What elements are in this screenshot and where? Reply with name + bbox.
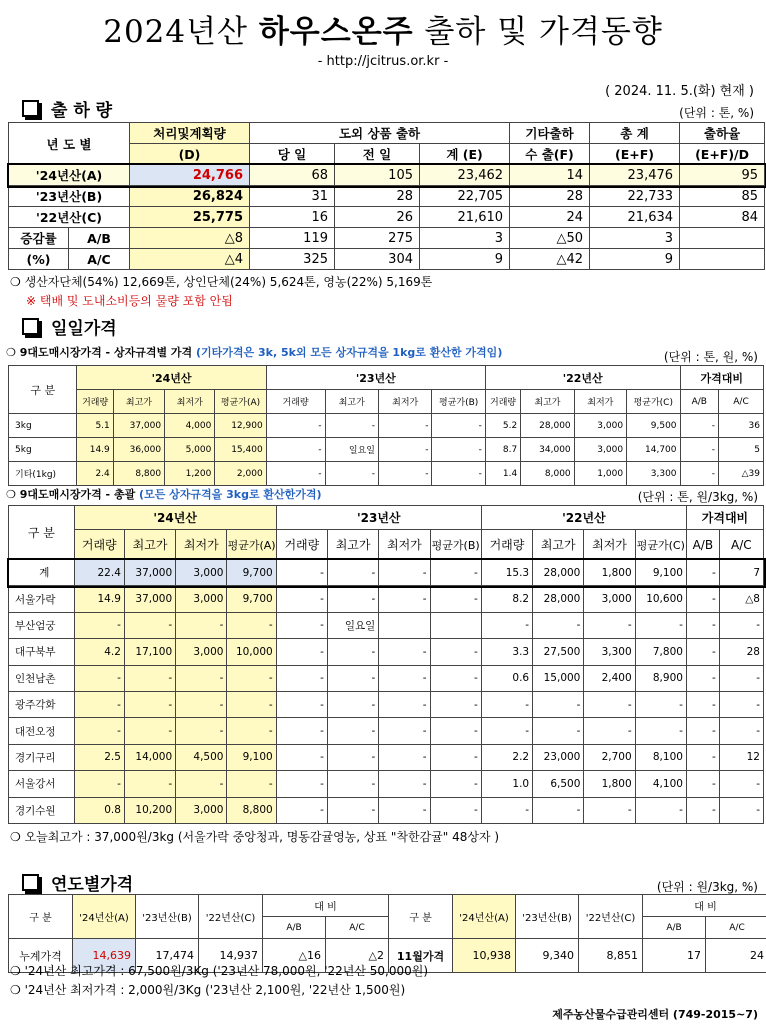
- col-ratio-sub: (E+F)/D: [680, 144, 765, 165]
- cell: 28: [719, 639, 763, 665]
- cell: 일요일: [325, 438, 378, 462]
- daily-note: ❍ 오늘최고가 : 37,000원/3kg (서울가락 중앙청과, 명동감귤영농, 상표 "착한감귤" 48상자 ): [10, 830, 500, 844]
- cell: -: [176, 718, 227, 744]
- cell: -: [124, 691, 175, 717]
- col-prev: 전 일: [335, 144, 420, 165]
- cell: -: [432, 462, 485, 486]
- cell: -: [686, 797, 719, 823]
- row-label: 부산엄궁: [9, 612, 75, 638]
- cell: 1,000: [574, 462, 626, 486]
- cell: -: [430, 744, 481, 770]
- cell: -: [719, 771, 763, 797]
- cell: 3,300: [627, 462, 680, 486]
- cell: -: [686, 665, 719, 691]
- cell: -: [176, 691, 227, 717]
- shipment-note: ❍ 생산자단체(54%) 12,669톤, 상인단체(24%) 5,624톤, 영농(22%) 5,169톤: [10, 275, 433, 289]
- cell: -: [227, 718, 276, 744]
- cell: -: [327, 744, 378, 770]
- cell: 3,000: [176, 797, 227, 823]
- cell: -: [686, 639, 719, 665]
- cell: 15,400: [215, 438, 266, 462]
- cell: -: [680, 438, 718, 462]
- cell: 5,000: [165, 438, 215, 462]
- cell: -: [481, 797, 532, 823]
- cell: -: [584, 612, 635, 638]
- col-etc: 기타출하: [510, 123, 590, 144]
- table-row: [9, 438, 764, 462]
- col-proc-sub: (D): [130, 144, 250, 165]
- cell: -: [533, 718, 584, 744]
- cell: -: [327, 691, 378, 717]
- col-year: 년 도 별: [9, 123, 130, 165]
- row-label: 계: [9, 560, 75, 586]
- cell: -: [379, 586, 430, 612]
- cell: -: [686, 744, 719, 770]
- row-label: 3kg: [9, 414, 77, 438]
- cell: -: [686, 586, 719, 612]
- cell: 28,000: [533, 560, 584, 586]
- cell: -: [74, 718, 124, 744]
- cell: -: [635, 691, 686, 717]
- shipment-table: [8, 122, 765, 270]
- cell: -: [276, 744, 327, 770]
- cell: 14,000: [124, 744, 175, 770]
- cell: 1,200: [165, 462, 215, 486]
- table-row: [9, 612, 764, 638]
- cell: 2,700: [584, 744, 635, 770]
- cell: -: [327, 797, 378, 823]
- cell: -: [327, 665, 378, 691]
- col-ratio: 출하율: [680, 123, 765, 144]
- table-row: [9, 665, 764, 691]
- footer-credit: 제주농산물수급관리센터 (749-2015~7): [552, 1008, 758, 1021]
- row-label: 대전오정: [9, 718, 75, 744]
- cell: 3.3: [481, 639, 532, 665]
- row-label: 인천남촌: [9, 665, 75, 691]
- cell: -: [378, 462, 431, 486]
- row-label: 경기수원: [9, 797, 75, 823]
- cell: -: [276, 771, 327, 797]
- cell: 37,000: [124, 586, 175, 612]
- cell: [379, 612, 430, 638]
- cell: 36: [719, 414, 764, 438]
- cell: -: [430, 586, 481, 612]
- daily-unit2: (단위 : 톤, 원/3kg, %): [637, 490, 758, 504]
- cell: -: [680, 414, 718, 438]
- cell: -: [686, 560, 719, 586]
- cell: 28,000: [533, 586, 584, 612]
- cell: 2,400: [584, 665, 635, 691]
- cell: -: [719, 797, 763, 823]
- table-row: 증감률 A/B △8 119 275 3 △50 3: [9, 228, 765, 249]
- cell: 4.2: [74, 639, 124, 665]
- cell: -: [74, 691, 124, 717]
- col-sum: 계 (E): [420, 144, 510, 165]
- cell: -: [481, 718, 532, 744]
- cell: 1,800: [584, 560, 635, 586]
- cell: 37,000: [113, 414, 164, 438]
- cell: 34,000: [521, 438, 574, 462]
- cell: -: [430, 797, 481, 823]
- cell: 3,000: [176, 560, 227, 586]
- cell: 9,100: [635, 560, 686, 586]
- cell: 2.4: [77, 462, 113, 486]
- cell: -: [325, 462, 378, 486]
- cell: -: [266, 414, 325, 438]
- cell: -: [533, 691, 584, 717]
- col-today: 당 일: [250, 144, 335, 165]
- cell: 14.9: [74, 586, 124, 612]
- cell: -: [719, 691, 763, 717]
- table-row: [9, 414, 764, 438]
- cell: -: [379, 665, 430, 691]
- col-total-sub: (E+F): [590, 144, 680, 165]
- cell: 1.4: [485, 462, 520, 486]
- cell: -: [266, 462, 325, 486]
- cell: -: [686, 771, 719, 797]
- page-title: 2024년산 하우스온주 출하 및 가격동향: [103, 14, 663, 50]
- cell: -: [276, 560, 327, 586]
- cell: -: [481, 691, 532, 717]
- cell: -: [124, 718, 175, 744]
- cell: -: [481, 612, 532, 638]
- cell: 5: [719, 438, 764, 462]
- cell: -: [430, 771, 481, 797]
- cell: 8,100: [635, 744, 686, 770]
- cell: -: [176, 771, 227, 797]
- cell: -: [430, 639, 481, 665]
- cell: -: [327, 639, 378, 665]
- cell: -: [176, 612, 227, 638]
- cell: -: [74, 665, 124, 691]
- cell: [430, 612, 481, 638]
- cell: -: [276, 691, 327, 717]
- cell: -: [719, 612, 763, 638]
- cell: -: [584, 691, 635, 717]
- cell: 8,800: [113, 462, 164, 486]
- table-row: [9, 797, 764, 823]
- cell: -: [533, 797, 584, 823]
- daily-sub1: ❍ 9대도매시장가격 - 상자규격별 가격 (기타가격은 3k, 5k외 모든 상자규격을 1kg로 환산한 가격임): [6, 346, 503, 359]
- cell: -: [227, 691, 276, 717]
- cell: -: [379, 560, 430, 586]
- table-row: '24년산(A) 24,766 68 105 23,462 14 23,476 95: [9, 165, 765, 186]
- cell: -: [227, 612, 276, 638]
- cell: -: [430, 560, 481, 586]
- cell: 9,500: [627, 414, 680, 438]
- cell: -: [686, 612, 719, 638]
- cell: -: [74, 612, 124, 638]
- cell: 15,000: [533, 665, 584, 691]
- row-label: 5kg: [9, 438, 77, 462]
- cell: 2.2: [481, 744, 532, 770]
- cell: 12: [719, 744, 763, 770]
- cell: -: [584, 718, 635, 744]
- cell: -: [379, 639, 430, 665]
- yearly-note-min: ❍ '24년산 최저가격 : 2,000원/3Kg ('23년산 2,100원, '22년산 1,500원): [10, 983, 406, 997]
- cell: -: [325, 414, 378, 438]
- box-price-table: 구 분 '24년산 '23년산 '22년산 가격대비 거래량 최고가 최저가 평균가(A) 거래량 최고가 최저가 평균가(B) 거래량 최고가 최저가 평균가(C) A/B A/C 3kg 5.1 37,000 4,000 12,900 - - - - 5.2 28,000 3,000 9,500 - 36 5kg 14.9 36,000 5,000 15,400 - 일요일 - - 8.7 34,000 3,000 14,700 - 5 기타(1kg) 2.4 8,800 1,200 2,000 - - - - 1.4 8,000 1,000 3,300 - △39: [8, 365, 764, 486]
- cell: 4,000: [165, 414, 215, 438]
- table-row: [9, 771, 764, 797]
- cell: 3,000: [176, 639, 227, 665]
- cell: 9,700: [227, 586, 276, 612]
- cell: -: [379, 718, 430, 744]
- cell: -: [276, 718, 327, 744]
- table-row: [9, 691, 764, 717]
- cell: -: [266, 438, 325, 462]
- cell: 8.7: [485, 438, 520, 462]
- col-domestic: 도외 상품 출하: [250, 123, 510, 144]
- cell: 1.0: [481, 771, 532, 797]
- cell: -: [379, 744, 430, 770]
- col-proc: 처리및계획량: [130, 123, 250, 144]
- cell: -: [276, 586, 327, 612]
- cell: -: [378, 438, 431, 462]
- cell: -: [276, 797, 327, 823]
- checkbox-icon: [22, 100, 39, 117]
- cell: -: [430, 665, 481, 691]
- cell: △8: [719, 586, 763, 612]
- cell: 8.2: [481, 586, 532, 612]
- cell: -: [327, 560, 378, 586]
- table-row: '23년산(B) 26,824 31 28 22,705 28 22,733 85: [9, 186, 765, 207]
- shipment-heading: 출 하 량: [22, 96, 112, 121]
- cell: -: [430, 691, 481, 717]
- cell: 3,000: [176, 586, 227, 612]
- cell: -: [432, 438, 485, 462]
- cell: 6,500: [533, 771, 584, 797]
- cell: 8,800: [227, 797, 276, 823]
- table-row: (%) A/C △4 325 304 9 △42 9: [9, 249, 765, 270]
- cell: -: [635, 797, 686, 823]
- site-url: - http://jcitrus.or.kr -: [317, 54, 449, 69]
- cell: -: [327, 718, 378, 744]
- row-label: 기타(1kg): [9, 462, 77, 486]
- cell: 0.8: [74, 797, 124, 823]
- row-label: 경기구리: [9, 744, 75, 770]
- cell: 15.3: [481, 560, 532, 586]
- table-row: [9, 744, 764, 770]
- cell: -: [432, 414, 485, 438]
- cell: 7: [719, 560, 763, 586]
- cell: -: [327, 586, 378, 612]
- cell: 2.5: [74, 744, 124, 770]
- row-label: 대구북부: [9, 639, 75, 665]
- cell: 36,000: [113, 438, 164, 462]
- cell: -: [176, 665, 227, 691]
- cell: -: [635, 718, 686, 744]
- cell: -: [276, 612, 327, 638]
- cell: 12,900: [215, 414, 266, 438]
- shipment-warning: ※ 택배 및 도내소비등의 물량 포함 안됨: [26, 294, 233, 308]
- cell: -: [686, 691, 719, 717]
- checkbox-icon: [22, 318, 39, 335]
- cell: 8,000: [521, 462, 574, 486]
- cell: -: [227, 771, 276, 797]
- cell: 4,100: [635, 771, 686, 797]
- yearly-heading: 연도별가격: [22, 870, 133, 895]
- cell: 23,000: [533, 744, 584, 770]
- cell: 22.4: [74, 560, 124, 586]
- table-row: '22년산(C) 25,775 16 26 21,610 24 21,634 84: [9, 207, 765, 228]
- cell: -: [378, 414, 431, 438]
- cell: 9,100: [227, 744, 276, 770]
- cell: -: [430, 718, 481, 744]
- cell: 10,000: [227, 639, 276, 665]
- cell: △39: [719, 462, 764, 486]
- cell: -: [276, 665, 327, 691]
- yearly-table: 구 분 '24년산(A) '23년산(B) '22년산(C) 대 비 구 분 '24년산(A) '23년산(B) '22년산(C) 대 비 A/B A/C A/B A/C 누계가격 14,639 17,474 14,937 △16 △2 11월가격 10,938 9,340 8,851 17 24: [8, 894, 766, 973]
- table-row: [9, 586, 764, 612]
- cell: -: [680, 462, 718, 486]
- cell: -: [719, 718, 763, 744]
- daily-unit1: (단위 : 톤, 원, %): [663, 350, 758, 364]
- cell: 17,100: [124, 639, 175, 665]
- daily-sub2: ❍ 9대도매시장가격 - 총괄 (모든 상자규격을 3kg로 환산한가격): [6, 488, 322, 501]
- cell: 8,900: [635, 665, 686, 691]
- shipment-unit: (단위 : 톤, %): [679, 106, 754, 120]
- checkbox-icon: [22, 874, 39, 891]
- cell: -: [379, 797, 430, 823]
- row-label: 광주각화: [9, 691, 75, 717]
- market-price-table: 구 분 '24년산 '23년산 '22년산 가격대비 거래량 최고가 최저가 평균가(A) 거래량 최고가 최저가 평균가(B) 거래량 최고가 최저가 평균가(C) A/B A/C 계 22.4 37,000 3,000 9,700 - - - - 15.3 28,000 1,800 9,100 - 7 서울가락 14.9 37,000 3,000 9,700 - - - - 8.2 28,000 3,000 10,600 - △8 부산엄궁 - - - - - 일요일 - - - - - - 대구북부 4.2 17,100 3,000 10,000 - - - - 3.3 27,500 3,300 7,800 - 28 인천남촌 - - - - - - - - 0.6 15,000 2,400 8,900 - - 광주각화 - - - - - - - - - - - - - - 대전오정 - - - - - - - - - - - - - - 경기구리 2.5 14,000 4,500 9,100 - - - - 2.2 23,000 2,700 8,100 - 12 서울강서 - - - - - - - - 1.0 6,500 1,800 4,100 - - 경기수원 0.8 10,200 3,000 8,800 - - - - - - - - - -: [8, 505, 764, 824]
- cell: 14,700: [627, 438, 680, 462]
- yearly-unit: (단위 : 원/3kg, %): [656, 880, 758, 894]
- cell: 14.9: [77, 438, 113, 462]
- cell: 5.1: [77, 414, 113, 438]
- col-etc-sub: 수 출(F): [510, 144, 590, 165]
- cell: -: [719, 665, 763, 691]
- cell: -: [686, 718, 719, 744]
- cell: -: [124, 771, 175, 797]
- cell: 28,000: [521, 414, 574, 438]
- cell: 9,700: [227, 560, 276, 586]
- table-row: [9, 462, 764, 486]
- cell: 10,600: [635, 586, 686, 612]
- daily-heading: 일일가격: [22, 314, 117, 339]
- yearly-note-max: ❍ '24년산 최고가격 : 67,500원/3Kg ('23년산 78,000원, '22년산 50,000원): [10, 964, 429, 978]
- table-row: [9, 639, 764, 665]
- cell: -: [124, 612, 175, 638]
- cell: 4,500: [176, 744, 227, 770]
- cell: -: [379, 691, 430, 717]
- row-label: 서울가락: [9, 586, 75, 612]
- cell: 일요일: [327, 612, 378, 638]
- cell: -: [74, 771, 124, 797]
- cell: -: [584, 797, 635, 823]
- cell: 1,800: [584, 771, 635, 797]
- col-total: 총 계: [590, 123, 680, 144]
- cell: -: [533, 612, 584, 638]
- table-row: 누계가격 14,639 17,474 14,937 △16 △2 11월가격 10,938 9,340 8,851 17 24: [9, 939, 766, 973]
- cell: -: [327, 771, 378, 797]
- cell: 7,800: [635, 639, 686, 665]
- row-label: 서울강서: [9, 771, 75, 797]
- cell: 27,500: [533, 639, 584, 665]
- cell: -: [227, 665, 276, 691]
- cell: -: [635, 612, 686, 638]
- cell: -: [124, 665, 175, 691]
- cell: 0.6: [481, 665, 532, 691]
- cell: 3,000: [584, 586, 635, 612]
- cell: 3,000: [574, 414, 626, 438]
- cell: 10,200: [124, 797, 175, 823]
- cell: -: [379, 771, 430, 797]
- cell: 2,000: [215, 462, 266, 486]
- table-row: [9, 560, 764, 586]
- cell: 37,000: [124, 560, 175, 586]
- cell: 5.2: [485, 414, 520, 438]
- report-date: ( 2024. 11. 5.(화) 현재 ): [605, 84, 754, 99]
- cell: 3,000: [574, 438, 626, 462]
- table-row: [9, 718, 764, 744]
- cell: -: [276, 639, 327, 665]
- cell: 3,300: [584, 639, 635, 665]
